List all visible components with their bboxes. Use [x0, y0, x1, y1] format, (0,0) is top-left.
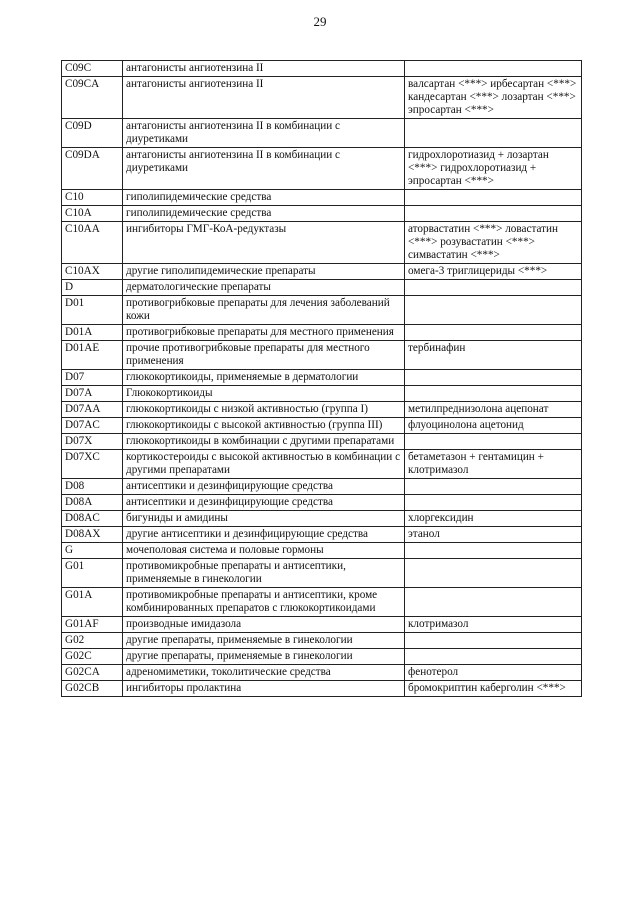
drug-names-cell: аторвастатин <***> ловастатин <***> розувастатин <***> симвастатин <***> — [405, 222, 582, 264]
table-row — [62, 559, 582, 588]
table-row — [62, 222, 582, 264]
group-name-cell: другие препараты, применяемые в гинекологии — [123, 649, 405, 665]
drug-names-cell: метилпреднизолона ацепонат — [405, 402, 582, 418]
drug-names-cell — [405, 479, 582, 495]
atc-code-cell: D08AC — [62, 511, 123, 527]
group-name-cell: противогрибковые препараты для местного применения — [123, 325, 405, 341]
group-name-cell: мочеполовая система и половые гормоны — [123, 543, 405, 559]
drug-names-cell: хлоргексидин — [405, 511, 582, 527]
drug-names-cell — [405, 190, 582, 206]
group-name-cell: производные имидазола — [123, 617, 405, 633]
atc-code-cell: D08AX — [62, 527, 123, 543]
drug-names-cell: валсартан <***> ирбесартан <***> кандесартан <***> лозартан <***> эпросартан <***> — [405, 77, 582, 119]
atc-code-cell: D01 — [62, 296, 123, 325]
table-row — [62, 148, 582, 190]
group-name-cell: кортикостероиды с высокой активностью в комбинации с другими препаратами — [123, 450, 405, 479]
atc-code-cell: C10A — [62, 206, 123, 222]
table-row — [62, 325, 582, 341]
drug-names-cell — [405, 543, 582, 559]
atc-code-cell: C09C — [62, 61, 123, 77]
table-row — [62, 633, 582, 649]
atc-code-cell: G01 — [62, 559, 123, 588]
atc-code-cell: G02CB — [62, 681, 123, 697]
atc-code-cell: G02CA — [62, 665, 123, 681]
drug-names-cell: этанол — [405, 527, 582, 543]
group-name-cell: прочие противогрибковые препараты для местного применения — [123, 341, 405, 370]
table-row — [62, 190, 582, 206]
table-row — [62, 511, 582, 527]
drug-names-cell: омега-3 триглицериды <***> — [405, 264, 582, 280]
table-row — [62, 386, 582, 402]
atc-code-cell: D07AA — [62, 402, 123, 418]
atc-code-cell: C09DA — [62, 148, 123, 190]
table-row — [62, 341, 582, 370]
group-name-cell: антисептики и дезинфицирующие средства — [123, 479, 405, 495]
atc-code-cell: G02C — [62, 649, 123, 665]
atc-code-cell: G02 — [62, 633, 123, 649]
group-name-cell: ингибиторы пролактина — [123, 681, 405, 697]
table-row — [62, 479, 582, 495]
table-row — [62, 665, 582, 681]
atc-code-cell: D07AC — [62, 418, 123, 434]
atc-code-cell: D07 — [62, 370, 123, 386]
group-name-cell: гиполипидемические средства — [123, 206, 405, 222]
table-row — [62, 402, 582, 418]
drug-names-cell — [405, 370, 582, 386]
group-name-cell: другие препараты, применяемые в гинекологии — [123, 633, 405, 649]
atc-code-cell: D01AE — [62, 341, 123, 370]
page-number: 29 — [313, 14, 327, 29]
table-row — [62, 434, 582, 450]
atc-code-cell: G — [62, 543, 123, 559]
drug-names-cell — [405, 559, 582, 588]
drug-names-cell — [405, 495, 582, 511]
drug-names-cell — [405, 649, 582, 665]
atc-code-cell: C10AX — [62, 264, 123, 280]
group-name-cell: адреномиметики, токолитические средства — [123, 665, 405, 681]
group-name-cell: другие гиполипидемические препараты — [123, 264, 405, 280]
group-name-cell: противогрибковые препараты для лечения заболеваний кожи — [123, 296, 405, 325]
group-name-cell: глюкокортикоиды, применяемые в дерматологии — [123, 370, 405, 386]
drug-names-cell — [405, 325, 582, 341]
drug-names-cell — [405, 119, 582, 148]
table-row — [62, 649, 582, 665]
table-row — [62, 296, 582, 325]
atc-code-cell: D07X — [62, 434, 123, 450]
table-row — [62, 617, 582, 633]
drug-names-cell: клотримазол — [405, 617, 582, 633]
group-name-cell: глюкокортикоиды с высокой активностью (группа III) — [123, 418, 405, 434]
group-name-cell: глюкокортикоиды с низкой активностью (группа I) — [123, 402, 405, 418]
table-row — [62, 527, 582, 543]
table-row — [62, 588, 582, 617]
group-name-cell: другие антисептики и дезинфицирующие средства — [123, 527, 405, 543]
table-row — [62, 681, 582, 697]
atc-code-cell: C09D — [62, 119, 123, 148]
drug-classification-table — [61, 60, 582, 697]
group-name-cell: противомикробные препараты и антисептики, кроме комбинированных препаратов с глюкокортикоидами — [123, 588, 405, 617]
atc-code-cell: C09CA — [62, 77, 123, 119]
group-name-cell: Глюкокортикоиды — [123, 386, 405, 402]
table-row — [62, 543, 582, 559]
drug-names-cell — [405, 633, 582, 649]
drug-names-cell: тербинафин — [405, 341, 582, 370]
drug-names-cell — [405, 588, 582, 617]
atc-code-cell: C10AA — [62, 222, 123, 264]
atc-code-cell: D08 — [62, 479, 123, 495]
table-row — [62, 495, 582, 511]
table-row — [62, 280, 582, 296]
drug-names-cell: бетаметазон + гентамицин + клотримазол — [405, 450, 582, 479]
drug-names-cell: флуоцинолона ацетонид — [405, 418, 582, 434]
table-row — [62, 264, 582, 280]
atc-code-cell: D — [62, 280, 123, 296]
group-name-cell: ингибиторы ГМГ-КоА-редуктазы — [123, 222, 405, 264]
table-row — [62, 370, 582, 386]
atc-code-cell: D07A — [62, 386, 123, 402]
atc-code-cell: D07XC — [62, 450, 123, 479]
group-name-cell: дерматологические препараты — [123, 280, 405, 296]
table-row — [62, 206, 582, 222]
atc-code-cell: D08A — [62, 495, 123, 511]
atc-code-cell: D01A — [62, 325, 123, 341]
atc-code-cell: G01AF — [62, 617, 123, 633]
atc-code-cell: C10 — [62, 190, 123, 206]
table-body — [62, 61, 582, 697]
group-name-cell: гиполипидемические средства — [123, 190, 405, 206]
drug-names-cell — [405, 296, 582, 325]
group-name-cell: бигуниды и амидины — [123, 511, 405, 527]
group-name-cell: антисептики и дезинфицирующие средства — [123, 495, 405, 511]
table-row — [62, 119, 582, 148]
table-row — [62, 450, 582, 479]
group-name-cell: антагонисты ангиотензина II в комбинации с диуретиками — [123, 119, 405, 148]
drug-names-cell: гидрохлоротиазид + лозартан <***> гидрохлоротиазид + эпросартан <***> — [405, 148, 582, 190]
drug-names-cell — [405, 206, 582, 222]
drug-names-cell — [405, 61, 582, 77]
table-row — [62, 77, 582, 119]
table-row — [62, 418, 582, 434]
drug-names-cell: бромокриптин каберголин <***> — [405, 681, 582, 697]
group-name-cell: антагонисты ангиотензина II в комбинации с диуретиками — [123, 148, 405, 190]
group-name-cell: глюкокортикоиды в комбинации с другими препаратами — [123, 434, 405, 450]
group-name-cell: антагонисты ангиотензина II — [123, 61, 405, 77]
drug-names-cell — [405, 386, 582, 402]
group-name-cell: антагонисты ангиотензина II — [123, 77, 405, 119]
table-row — [62, 61, 582, 77]
drug-names-cell: фенотерол — [405, 665, 582, 681]
drug-names-cell — [405, 280, 582, 296]
drug-names-cell — [405, 434, 582, 450]
group-name-cell: противомикробные препараты и антисептики, применяемые в гинекологии — [123, 559, 405, 588]
atc-code-cell: G01A — [62, 588, 123, 617]
